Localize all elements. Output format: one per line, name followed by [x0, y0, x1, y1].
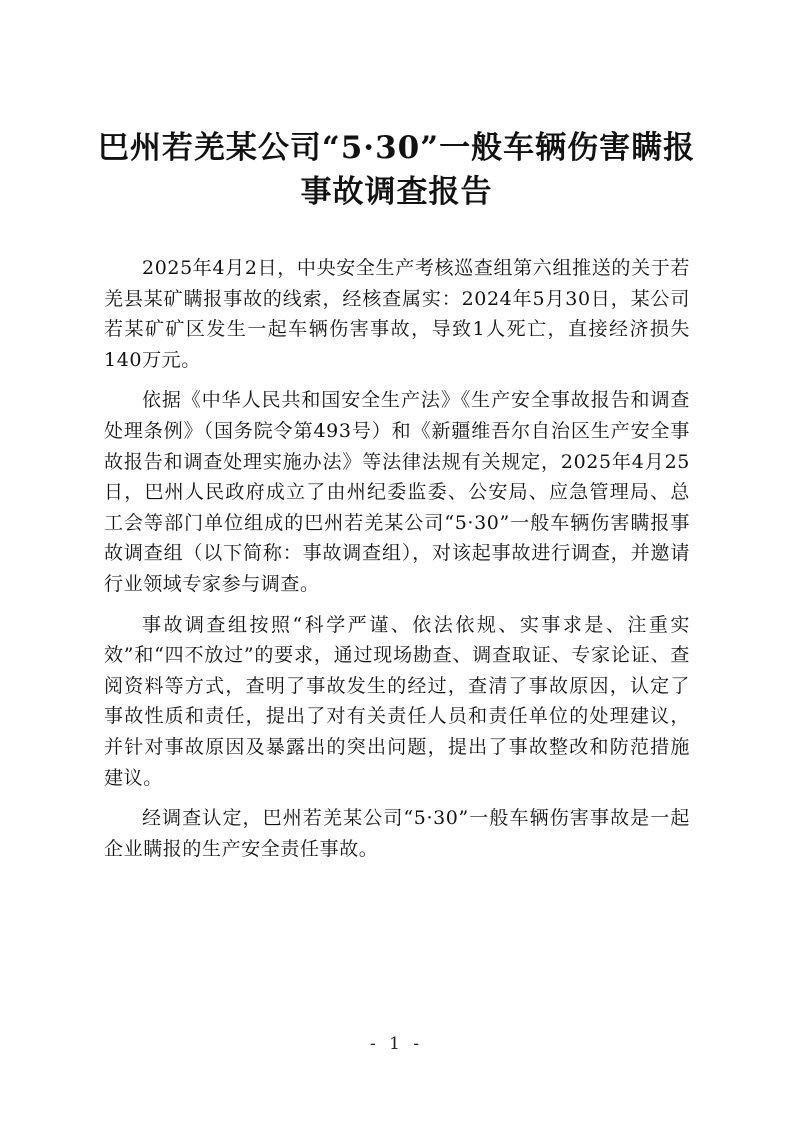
- document-title-line-2: 事故调查报告: [300, 174, 493, 210]
- paragraph-1: 2025年4月2日，中央安全生产考核巡查组第六组推送的关于若羌县某矿瞒报事故的线索，经核查属实：2024年5月30日，某公司若某矿矿区发生一起车辆伤害事故，导致1人死亡，直接经济损失140万元。: [104, 257, 690, 371]
- paragraph-3: 事故调查组按照“科学严谨、依法依规、实事求是、注重实效”和“四不放过”的要求，通过现场勘查、调查取证、专家论证、查阅资料等方式，查明了事故发生的经过，查清了事故原因，认定了事故性质和责任，提出了对有关责任人员和责任单位的处理建议，并针对事故原因及暴露出的突出问题，提出了事故整改和防范措施建议。: [104, 613, 690, 789]
- paragraph-4: 经调查认定，巴州若羌某公司“5·30”一般车辆伤害事故是一起企业瞒报的生产安全责任事故。: [104, 807, 690, 860]
- page-number: - 1 -: [369, 1034, 424, 1054]
- document-body: [104, 253, 690, 874]
- paragraph-2: 依据《中华人民共和国安全生产法》《生产安全事故报告和调查处理条例》（国务院令第493号）和《新疆维吾尔自治区生产安全事故报告和调查处理实施办法》等法律法规有关规定，2025年4月25日，巴州人民政府成立了由州纪委监委、公安局、应急管理局、总工会等部门单位组成的巴州若羌某公司“5·30”一般车辆伤害瞒报事故调查组（以下简称：事故调查组），对该起事故进行调查，并邀请行业领域专家参与调查。: [104, 389, 690, 595]
- document-title-line-1: 巴州若羌某公司“5·30”一般车辆伤害瞒报: [97, 130, 696, 166]
